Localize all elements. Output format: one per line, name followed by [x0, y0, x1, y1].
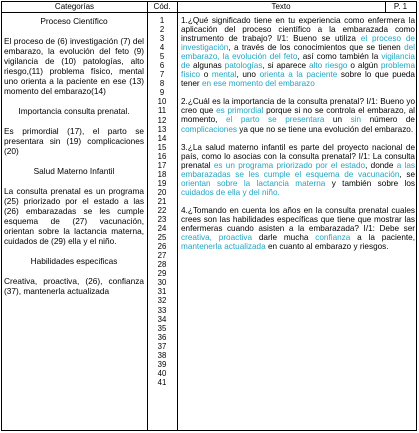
text-segment: I/1: Bueno yo creo que	[181, 97, 415, 116]
line-number: 14	[157, 133, 167, 143]
line-number: 31	[157, 287, 167, 297]
coded-segment: es un programa priorizado por el estado	[213, 160, 366, 170]
interview-block	[181, 16, 415, 88]
text-segment: y también sobre los	[325, 178, 415, 188]
text-segment: 3.¿La salud materno infantil es parte del proyecto nacional de país, como lo asocias con la consulta prenatal?	[181, 142, 415, 161]
categories-column	[4, 16, 144, 306]
text-segment: 1.¿Qué significado tiene en tu experiencia como enfermera la aplicación del proceso científico a la embarazada como instrumento de trabajo?	[181, 16, 415, 44]
line-number: 3	[159, 34, 165, 44]
text-segment: darle mucha	[252, 232, 316, 242]
coded-segment: el proceso de investigación	[181, 34, 415, 53]
text-column	[181, 16, 415, 260]
line-number: 2	[159, 25, 165, 35]
category-text: El proceso de (6) investigación (7) del embarazo, la evolución del feto (9) vigilancia de (10) patologías, alto riesgo,(11) problema físico, mental uno orienta a la paciente en ese (13) momento del embarazo(14)	[4, 36, 144, 96]
line-number: 26	[157, 242, 167, 252]
text-segment: I/1: Bueno se utiliza	[272, 34, 361, 44]
interview-block	[181, 206, 415, 251]
line-number: 18	[157, 169, 167, 179]
line-number: 13	[157, 124, 167, 134]
text-segment: , donde	[365, 160, 397, 170]
coded-segment: mental	[211, 70, 237, 80]
line-number: 33	[157, 305, 167, 315]
column-divider	[177, 2, 178, 430]
line-number: 38	[157, 350, 167, 360]
coded-segment: problema físico	[181, 61, 415, 80]
line-number: 9	[159, 88, 165, 98]
line-number: 36	[157, 332, 167, 342]
line-number: 37	[157, 341, 167, 351]
line-number: 29	[157, 269, 167, 279]
coded-segment: alto riesgo	[309, 61, 348, 71]
line-number: 19	[157, 178, 167, 188]
line-number: 17	[157, 160, 167, 170]
line-number: 22	[157, 205, 167, 215]
line-number: 7	[159, 70, 165, 80]
text-segment: , si aparece	[262, 61, 310, 71]
coded-segment: mantenerla actualizada	[181, 242, 266, 252]
coded-segment: complicaciones	[181, 124, 237, 134]
line-number: 25	[157, 233, 167, 243]
line-number: 20	[157, 187, 167, 197]
coded-segment: el parto se presentara	[225, 115, 325, 125]
line-number: 34	[157, 314, 167, 324]
coded-segment: orientan sobre la lactancia materna	[181, 178, 326, 188]
line-number: 6	[159, 61, 165, 71]
coded-segment: del embarazo, la evolución del feto	[181, 43, 415, 62]
line-number: 40	[157, 368, 167, 378]
coded-segment: es primordial	[216, 106, 264, 116]
page-divider	[385, 2, 386, 12]
header-page: P. 1	[393, 2, 408, 11]
coded-segment: sin	[350, 115, 362, 125]
text-segment: 4.¿Tomando en cuenta los años en la consulta prenatal cuales crees son las habilidades específicas que tiene que mostrar las enfermeras cuando asisten a la embarazada?	[181, 205, 415, 233]
coded-segment: cuidados de ella y del niño.	[181, 187, 280, 197]
category-heading: Habilidades especificas	[30, 256, 118, 266]
text-segment: número de	[361, 115, 415, 125]
text-segment: o	[200, 70, 212, 80]
category-text: Es primordial (17), el parto se presentara sin (19) complicaciones (20)	[4, 126, 144, 156]
category-text: Creativa, proactiva, (26), confianza (37), mantenerla actualizada	[4, 276, 144, 296]
line-number: 8	[159, 79, 165, 89]
header-divider	[2, 12, 416, 13]
coded-segment: confianza	[315, 232, 351, 242]
line-number: 12	[157, 115, 167, 125]
text-segment: I/1: Debe ser	[359, 223, 415, 233]
line-number: 15	[157, 142, 167, 152]
line-number: 28	[157, 260, 167, 270]
line-number: 24	[157, 224, 167, 234]
text-segment: , así como también la	[297, 52, 382, 62]
interview-block	[181, 143, 415, 197]
coded-segment: a las embarazadas se les cumple el esquema de vacunación	[181, 160, 416, 179]
line-number: 27	[157, 251, 167, 261]
line-number: 39	[157, 359, 167, 369]
header-text: Texto	[271, 2, 291, 11]
coded-segment: vigilancia de	[181, 52, 415, 71]
header-code: Cód.	[153, 2, 171, 11]
coded-segment: en ese momento del embarazo	[201, 79, 315, 89]
text-segment: en cuanto al embarazo y riesgos.	[265, 242, 389, 252]
line-number: 4	[159, 43, 165, 53]
text-segment: un	[324, 115, 351, 125]
line-number: 11	[157, 106, 167, 116]
line-number: 1	[159, 16, 165, 25]
column-divider	[147, 2, 148, 430]
text-segment: , se	[399, 169, 415, 179]
text-segment: o algún	[347, 61, 381, 71]
line-number: 21	[157, 196, 167, 206]
text-segment: porque si no se controla el embarazo, al momento,	[181, 106, 415, 125]
text-segment: ya que no se tiene una evolución del embarazo.	[236, 124, 414, 134]
line-number: 41	[157, 377, 167, 387]
text-segment: 2.¿Cuál es la importancia de la consulta prenatal?	[181, 97, 365, 107]
line-number: 16	[157, 151, 167, 161]
interview-block	[181, 97, 415, 133]
line-numbers-column	[149, 16, 175, 387]
coded-segment: orienta a la paciente	[259, 70, 338, 80]
text-segment: , uno	[236, 70, 260, 80]
line-number: 10	[157, 97, 167, 107]
transcript-table	[1, 1, 417, 431]
text-segment: I/1: La consulta prenatal	[181, 151, 415, 170]
line-number: 23	[157, 215, 167, 225]
line-number: 30	[157, 278, 167, 288]
text-segment: a la paciente,	[350, 232, 415, 242]
line-number: 32	[157, 296, 167, 306]
category-heading: Importancia consulta prenatal.	[18, 106, 130, 116]
category-text: La consulta prenatal es un programa (25) priorizado por el estado a las (26) embarazadas se les cumple esquema de (27) vacunación, orientan sobre la lactancia materna, cuidados de (29) ella y el niño.	[4, 186, 144, 246]
line-number: 35	[157, 323, 167, 333]
category-heading: Salud Materno Infantil	[33, 166, 115, 176]
coded-segment: creativa, proactiva	[181, 232, 252, 242]
text-segment: sobre lo que pueda tener	[181, 70, 415, 89]
text-segment: algunas	[190, 61, 225, 71]
coded-segment: patologías	[224, 61, 263, 71]
text-segment: , a través de los conocimientos que se tienen	[228, 43, 405, 53]
line-number: 5	[159, 52, 165, 62]
category-heading: Proceso Científico	[40, 16, 108, 26]
header-categories: Categorías	[54, 2, 95, 11]
